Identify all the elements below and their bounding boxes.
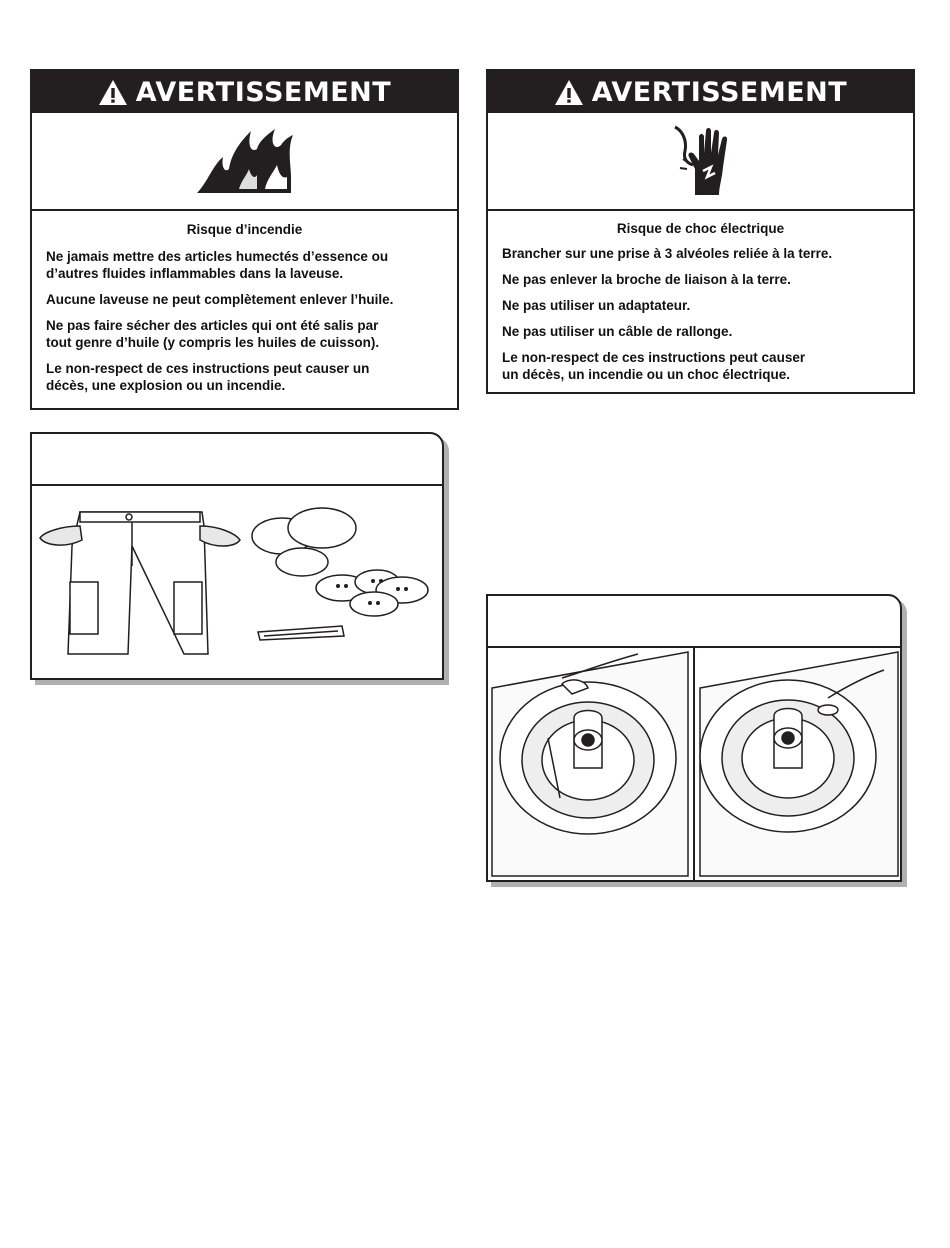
panel-header [32,434,442,486]
warning-line: Brancher sur une prise à 3 alvéoles reliée à la terre. [502,246,833,261]
shock-icon-area [488,113,913,211]
warning-line: Le non-respect de ces instructions peut causer un décès, un incendie ou un choc électrique. [502,350,806,382]
washer-basket-cleaning-illustration [488,648,900,880]
fire-warning-body [32,211,457,394]
washer-cleaning-panel [486,594,902,882]
shock-warning-body [488,211,913,383]
warning-title: Risque d’incendie [186,222,303,237]
empty-pockets-coins-buttons-pins-illustration [32,486,442,678]
warning-line: Aucune laveuse ne peut complètement enlever l’huile. [46,292,394,307]
warning-line: Ne pas faire sécher des articles qui ont été salis par tout genre d’huile (y compris les huiles de cuisson). [46,318,380,350]
warning-line: Ne pas utiliser un câble de rallonge. [502,324,733,339]
warning-header [32,71,457,113]
warning-line: Le non-respect de ces instructions peut causer un décès, une explosion ou un incendie. [46,361,370,393]
warning-line: Ne pas utiliser un adaptateur. [502,298,691,313]
warning-line: Ne pas enlever la broche de liaison à la terre. [502,272,791,287]
warning-title: Risque de choc électrique [616,221,785,236]
electric-shock-hand-icon [661,123,741,199]
empty-pockets-panel [30,432,444,680]
warning-header-label: AVERTISSEMENT [591,76,848,108]
warning-header [488,71,913,113]
fire-icon-area [32,113,457,211]
warning-header-label: AVERTISSEMENT [135,76,392,108]
panel-header [488,596,900,648]
shock-warning-box [486,69,915,394]
warning-triangle-icon [554,79,584,106]
warning-line: Ne jamais mettre des articles humectés d’essence ou d’autres fluides inflammables dans la laveuse. [46,249,389,281]
fire-warning-box [30,69,459,410]
fire-icon [195,125,295,197]
warning-triangle-icon [98,79,128,106]
